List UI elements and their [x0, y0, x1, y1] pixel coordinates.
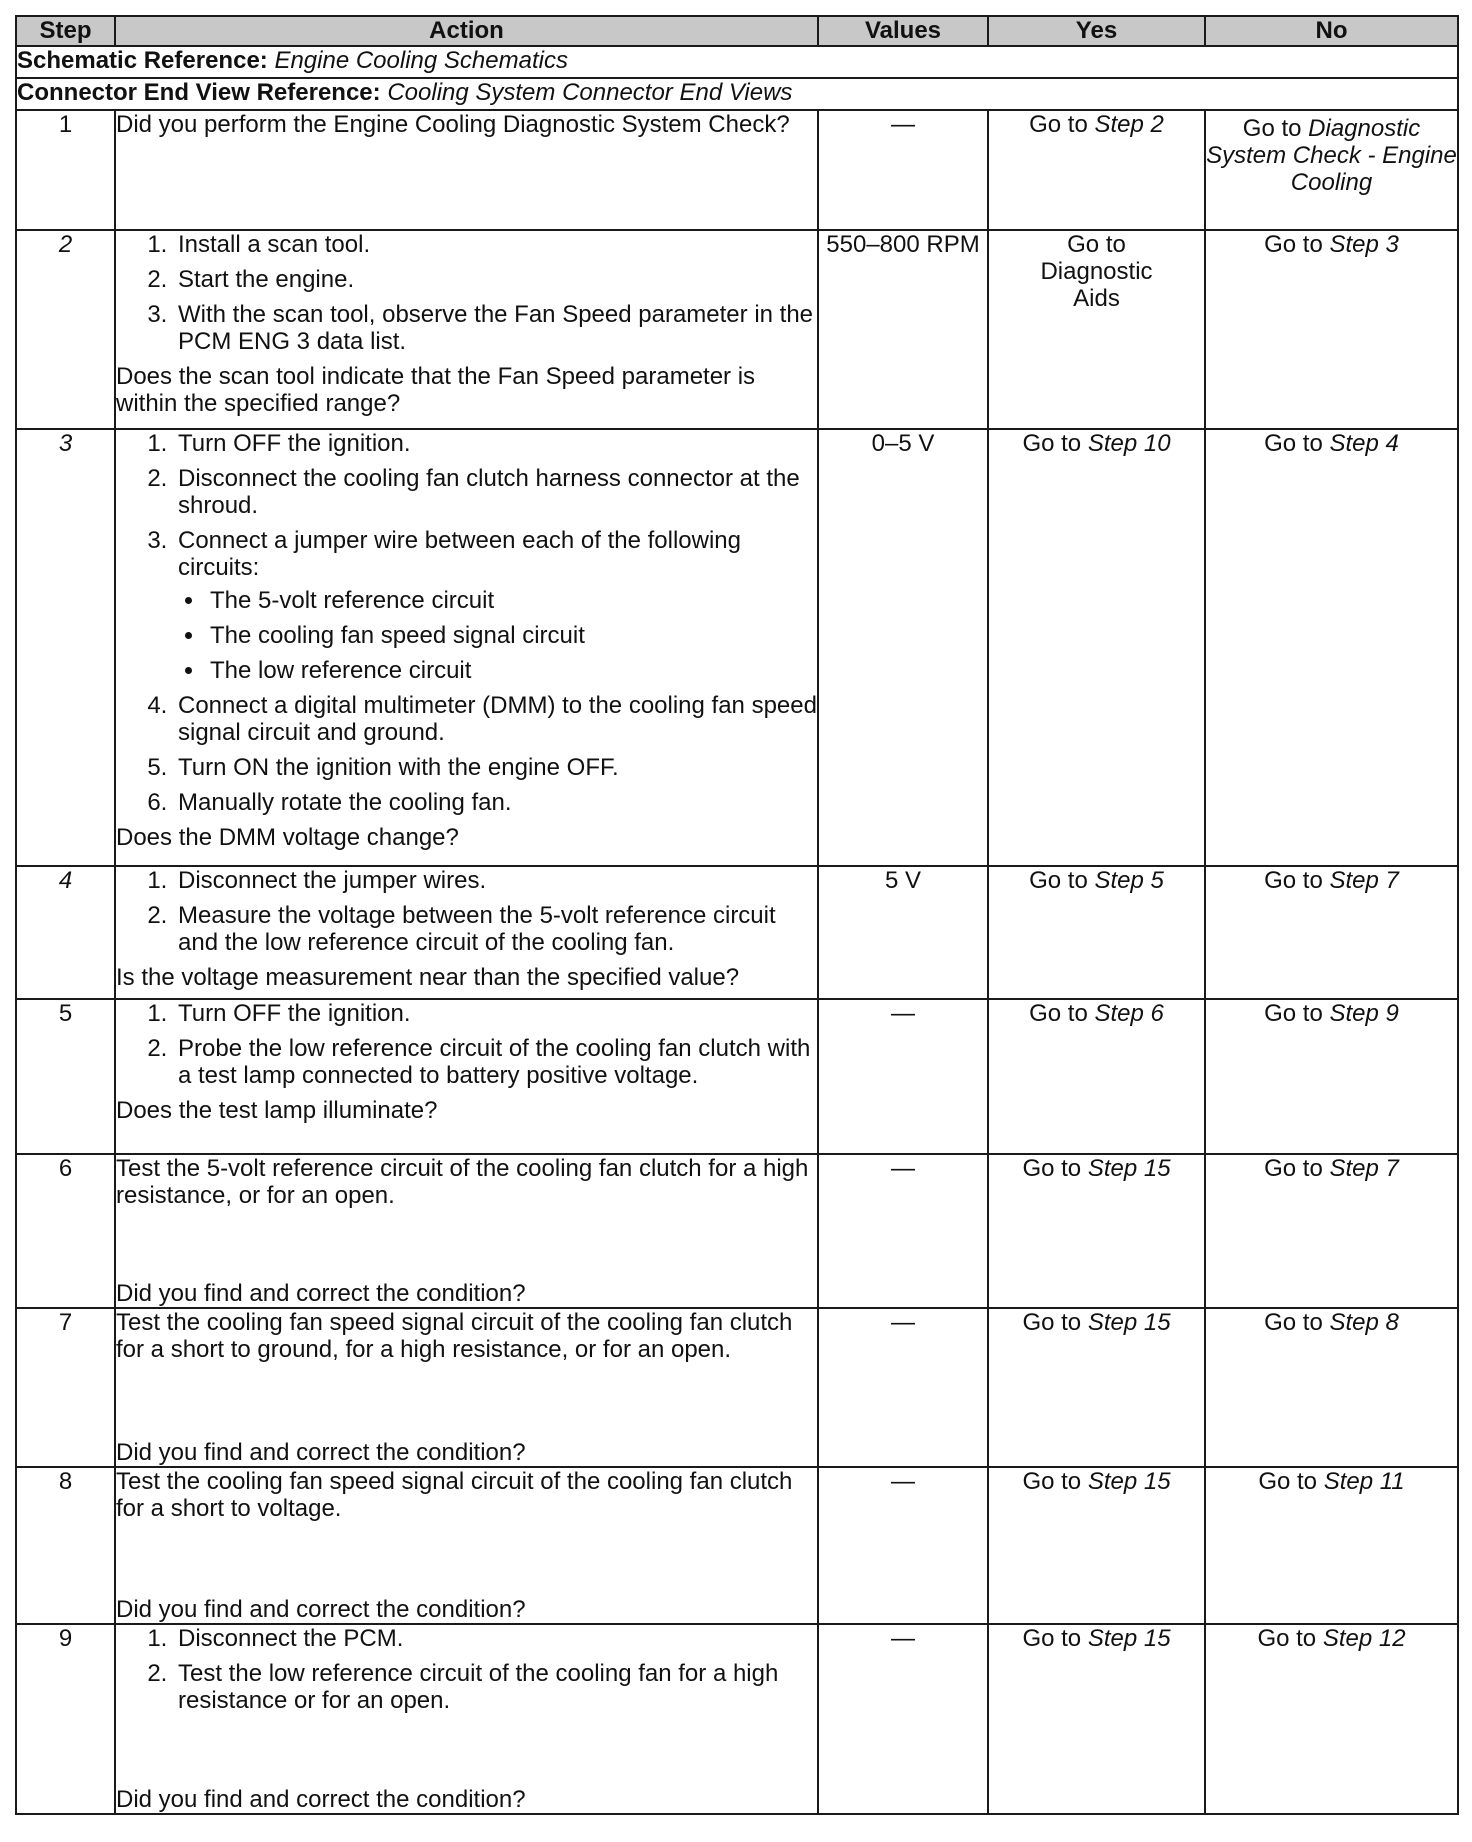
- diagnostic-table: [15, 15, 1459, 1815]
- step-number: 7: [16, 1308, 115, 1467]
- step-number: 3: [16, 429, 115, 866]
- yes-cell: [988, 866, 1205, 999]
- table-row: [16, 999, 1458, 1154]
- table-row: [16, 1154, 1458, 1308]
- yes-prefix: Go to: [1029, 111, 1095, 138]
- no-cell: [1205, 429, 1458, 866]
- no-cell: [1205, 1467, 1458, 1624]
- schematic-reference-row: [16, 46, 1458, 78]
- header-values: Values: [818, 16, 988, 46]
- action-list: [116, 1625, 817, 1722]
- action-cell: [115, 866, 818, 999]
- action-cell: [115, 110, 818, 230]
- action-text: Test the cooling fan speed signal circuit of the cooling fan clutch for a short to voltage.: [116, 1468, 793, 1522]
- action-content: [116, 1468, 817, 1623]
- connector-reference-link[interactable]: Cooling System Connector End Views: [387, 79, 793, 106]
- header-yes: Yes: [988, 16, 1205, 46]
- list-item: 6. Manually rotate the cooling fan.: [174, 789, 817, 816]
- action-cell: [115, 999, 818, 1154]
- list-item: 2. Probe the low reference circuit of the cooling fan clutch with a test lamp connected to battery positive voltage.: [174, 1035, 817, 1089]
- yes-step-link[interactable]: Step 15: [1087, 1155, 1171, 1182]
- list-item: 1. Turn OFF the ignition.: [174, 430, 817, 457]
- table-row: [16, 1467, 1458, 1624]
- action-question: Did you find and correct the condition?: [116, 1786, 526, 1813]
- connector-reference-row: [16, 78, 1458, 110]
- list-item: 4. Connect a digital multimeter (DMM) to the cooling fan speed signal circuit and ground.: [174, 692, 817, 746]
- action-list: [116, 867, 817, 956]
- yes-step-link[interactable]: Step 15: [1087, 1625, 1171, 1652]
- yes-step-link[interactable]: Step 10: [1087, 430, 1171, 457]
- yes-cell: [988, 230, 1205, 429]
- no-prefix: Go to: [1264, 1155, 1330, 1182]
- step-number: 9: [16, 1624, 115, 1814]
- value-cell: —: [818, 1154, 988, 1308]
- yes-cell: [988, 1308, 1205, 1467]
- yes-step-link[interactable]: Step 15: [1087, 1468, 1171, 1495]
- header-step: Step: [16, 16, 115, 46]
- value-cell: —: [818, 1467, 988, 1624]
- action-cell: [115, 230, 818, 429]
- header-no: No: [1205, 16, 1458, 46]
- yes-prefix: Go to: [1029, 1000, 1095, 1027]
- circuit-list: [178, 587, 817, 684]
- no-step-link[interactable]: Step 4: [1329, 430, 1399, 457]
- header-action: Action: [115, 16, 818, 46]
- table-row: [16, 230, 1458, 429]
- list-item-text: Connect a jumper wire between each of the following circuits:: [178, 527, 741, 581]
- no-step-link[interactable]: Step 7: [1329, 1155, 1399, 1182]
- list-item: 2. Measure the voltage between the 5-volt reference circuit and the low reference circuit of the cooling fan.: [174, 902, 817, 956]
- yes-prefix: Go to: [1022, 1309, 1088, 1336]
- action-question: Does the scan tool indicate that the Fan Speed parameter is within the specified range?: [116, 363, 756, 417]
- step-number: 6: [16, 1154, 115, 1308]
- no-prefix: Go to: [1264, 1309, 1330, 1336]
- yes-prefix: Go to: [1029, 867, 1095, 894]
- step-number: 1: [16, 110, 115, 230]
- yes-step-link[interactable]: Step 15: [1087, 1309, 1171, 1336]
- action-question: Is the voltage measurement near than the specified value?: [116, 964, 740, 991]
- action-question: Does the test lamp illuminate?: [116, 1097, 438, 1124]
- action-question: Does the DMM voltage change?: [116, 824, 459, 851]
- table-row: [16, 429, 1458, 866]
- value-cell: 5 V: [818, 866, 988, 999]
- yes-prefix: Go to: [1022, 1625, 1088, 1652]
- yes-step-link[interactable]: Step 6: [1094, 1000, 1164, 1027]
- header-row: [16, 16, 1458, 46]
- value-cell: 0–5 V: [818, 429, 988, 866]
- step-number: 5: [16, 999, 115, 1154]
- action-question: Did you find and correct the condition?: [116, 1439, 526, 1466]
- action-question: Did you find and correct the condition?: [116, 1280, 526, 1307]
- no-prefix: Go to: [1264, 1000, 1330, 1027]
- list-item: 3. With the scan tool, observe the Fan Speed parameter in the PCM ENG 3 data list.: [174, 301, 817, 355]
- no-step-link[interactable]: Step 3: [1329, 231, 1399, 258]
- no-prefix: Go to: [1257, 1625, 1323, 1652]
- action-content: [116, 1155, 817, 1307]
- value-cell: —: [818, 999, 988, 1154]
- no-cell: [1205, 999, 1458, 1154]
- yes-cell: [988, 1154, 1205, 1308]
- action-cell: [115, 1308, 818, 1467]
- list-item: 2. Test the low reference circuit of the cooling fan for a high resistance or for an open.: [174, 1660, 817, 1714]
- list-item: 1. Disconnect the jumper wires.: [174, 867, 817, 894]
- action-content: [116, 1625, 817, 1813]
- yes-step-link[interactable]: Step 5: [1094, 867, 1164, 894]
- action-text: Test the cooling fan speed signal circuit of the cooling fan clutch for a short to ground, for a high resistance, or for an open.: [116, 1309, 793, 1363]
- list-item: 5. Turn ON the ignition with the engine OFF.: [174, 754, 817, 781]
- step-number: 8: [16, 1467, 115, 1624]
- no-prefix: Go to: [1264, 867, 1330, 894]
- value-cell: —: [818, 1308, 988, 1467]
- schematic-reference-label: Schematic Reference:: [17, 47, 268, 74]
- yes-cell: [988, 1467, 1205, 1624]
- no-cell: [1205, 866, 1458, 999]
- no-step-link[interactable]: Step 7: [1329, 867, 1399, 894]
- no-cell: [1205, 1154, 1458, 1308]
- table-row: [16, 110, 1458, 230]
- sub-list-item: • The 5-volt reference circuit: [206, 587, 817, 614]
- no-step-link[interactable]: Step 12: [1322, 1625, 1406, 1652]
- yes-cell: [988, 110, 1205, 230]
- list-item: 2. Start the engine.: [174, 266, 817, 293]
- no-prefix: Go to: [1242, 115, 1309, 142]
- yes-cell: [988, 999, 1205, 1154]
- action-cell: [115, 1467, 818, 1624]
- action-question: Did you find and correct the condition?: [116, 1596, 526, 1623]
- schematic-reference-link[interactable]: Engine Cooling Schematics: [274, 47, 568, 74]
- action-cell: [115, 1154, 818, 1308]
- table-row: [16, 1308, 1458, 1467]
- step-number: 4: [16, 866, 115, 999]
- no-step-link[interactable]: Step 9: [1329, 1000, 1399, 1027]
- no-cell: [1205, 110, 1458, 230]
- list-item: 1. Turn OFF the ignition.: [174, 1000, 817, 1027]
- yes-link[interactable]: Go to Diagnostic Aids: [1040, 231, 1153, 312]
- action-list: [116, 231, 817, 355]
- action-content: [116, 1309, 817, 1466]
- yes-step-link[interactable]: Step 2: [1094, 111, 1164, 138]
- table-row: [16, 1624, 1458, 1814]
- yes-prefix: Go to: [1022, 1468, 1088, 1495]
- schematic-reference: [16, 46, 1458, 78]
- action-cell: [115, 429, 818, 866]
- action-text: Test the 5-volt reference circuit of the cooling fan clutch for a high resistance, or for an open.: [116, 1155, 809, 1209]
- no-prefix: Go to: [1258, 1468, 1324, 1495]
- action-cell: [115, 1624, 818, 1814]
- no-step-link[interactable]: Step 8: [1329, 1309, 1399, 1336]
- no-step-link[interactable]: Step 11: [1323, 1468, 1405, 1495]
- no-prefix: Go to: [1264, 231, 1330, 258]
- table-row: [16, 866, 1458, 999]
- no-cell: [1205, 1624, 1458, 1814]
- yes-prefix: Go to: [1022, 1155, 1088, 1182]
- sub-list-item: • The cooling fan speed signal circuit: [206, 622, 817, 649]
- yes-prefix: Go to: [1022, 430, 1088, 457]
- yes-cell: [988, 1624, 1205, 1814]
- sub-list-item: • The low reference circuit: [206, 657, 817, 684]
- list-item: 1. Install a scan tool.: [174, 231, 817, 258]
- list-item: [174, 527, 817, 684]
- list-item: 1. Disconnect the PCM.: [174, 1625, 817, 1652]
- no-step-link[interactable]: Diagnostic System Check - Engine Cooling: [1206, 115, 1457, 196]
- value-cell: —: [818, 110, 988, 230]
- step-number: 2: [16, 230, 115, 429]
- action-list: [116, 1000, 817, 1089]
- connector-reference: [16, 78, 1458, 110]
- list-item: 2. Disconnect the cooling fan clutch harness connector at the shroud.: [174, 465, 817, 519]
- no-cell: [1205, 230, 1458, 429]
- action-text: Did you perform the Engine Cooling Diagnostic System Check?: [116, 111, 790, 138]
- yes-cell: [988, 429, 1205, 866]
- action-list: [116, 430, 817, 816]
- no-prefix: Go to: [1264, 430, 1330, 457]
- connector-reference-label: Connector End View Reference:: [17, 79, 381, 106]
- no-cell: [1205, 1308, 1458, 1467]
- value-cell: —: [818, 1624, 988, 1814]
- value-cell: 550–800 RPM: [818, 230, 988, 429]
